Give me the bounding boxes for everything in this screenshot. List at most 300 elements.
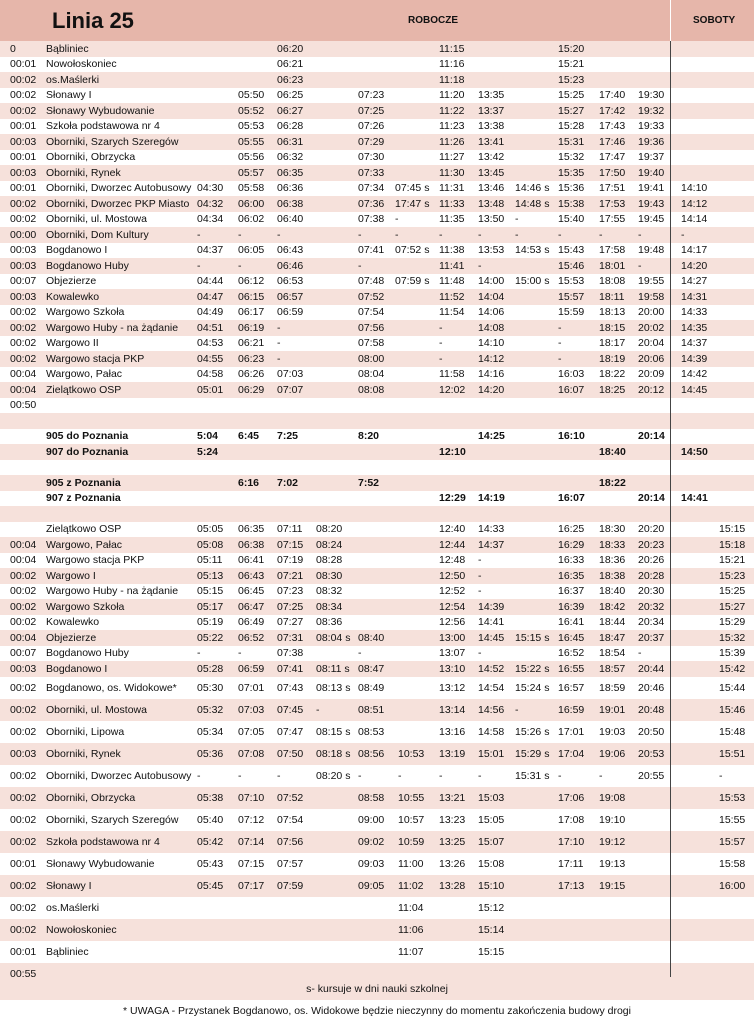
departure-time-cell: 07:07 [277, 383, 304, 396]
departure-time-cell: 06:59 [277, 306, 304, 319]
departure-time-cell: 07:36 [358, 197, 385, 210]
departure-time-cell: - [277, 228, 281, 241]
travel-time-cell: 00:03 [10, 259, 37, 272]
departure-time-cell: 15:44 [719, 681, 746, 694]
departure-time-cell: 07:17 [238, 879, 265, 892]
stop-name-cell: Słonawy I [46, 89, 92, 102]
travel-time-cell: 00:02 [10, 725, 37, 738]
stop-name-cell: Szkoła podstawowa nr 4 [46, 120, 160, 133]
departure-time-cell: - [439, 228, 443, 241]
departure-time-cell: 06:46 [277, 259, 304, 272]
departure-time-cell: 15:27 [719, 600, 746, 613]
stop-name-cell: Wargowo I [46, 569, 96, 582]
departure-time-cell: 15:01 [478, 747, 505, 760]
departure-time-cell: 15:15 s [515, 631, 550, 644]
travel-time-cell: 00:01 [10, 857, 37, 870]
departure-time-cell: 14:58 [478, 725, 505, 738]
departure-time-cell: 07:21 [277, 569, 304, 582]
travel-time-cell: 00:03 [10, 747, 37, 760]
departure-time-cell: 09:02 [358, 835, 385, 848]
departure-time-cell: 15:05 [478, 813, 505, 826]
departure-time-cell: 14:12 [681, 197, 708, 210]
stop-name-cell: Nowołoskoniec [46, 58, 117, 71]
departure-time-cell: 12:48 [439, 554, 466, 567]
departure-time-cell: 07:01 [238, 681, 265, 694]
table-row [0, 875, 754, 897]
departure-time-cell: 07:58 [358, 337, 385, 350]
departure-time-cell: 15:51 [719, 747, 746, 760]
departure-time-cell: 06:21 [277, 58, 304, 71]
table-row [0, 382, 754, 398]
departure-time-cell: 11:18 [439, 73, 465, 86]
departure-time-cell: 14:41 [478, 616, 505, 629]
stop-name-cell: Kowalewko [46, 290, 100, 303]
departure-time-cell: 14:04 [478, 290, 505, 303]
table-row [0, 941, 754, 963]
departure-time-cell: 15:21 [558, 58, 585, 71]
departure-time-cell: 07:45 [277, 703, 304, 716]
departure-time-cell: 07:27 [277, 616, 304, 629]
stop-name-cell: Słonawy I [46, 879, 92, 892]
departure-time-cell: 06:29 [238, 383, 265, 396]
departure-time-cell: - [277, 769, 281, 782]
travel-time-cell: 00:01 [10, 120, 37, 133]
travel-time-cell: 00:02 [10, 813, 37, 826]
stop-name-cell: Bogdanowo, os. Widokowe* [46, 681, 177, 694]
departure-time-cell: 17:10 [558, 835, 585, 848]
departure-time-cell: 14:42 [681, 368, 708, 381]
travel-time-cell: 00:03 [10, 662, 37, 675]
departure-time-cell: 05:50 [238, 89, 265, 102]
departure-time-cell: 15:42 [719, 662, 746, 675]
departure-time-cell: 14:46 s [515, 182, 550, 195]
stop-name-cell: Oborniki, Lipowa [46, 725, 125, 738]
stop-name-cell: Wargowo, Pałac [46, 538, 123, 551]
departure-time-cell: 05:28 [197, 662, 224, 675]
departure-time-cell: 07:41 [277, 662, 304, 675]
departure-time-cell: 06:45 [238, 585, 265, 598]
travel-time-cell: 0 [10, 42, 16, 55]
departure-time-cell: 07:59 [277, 879, 304, 892]
departure-time-cell: 08:32 [316, 585, 343, 598]
departure-time-cell: 05:11 [197, 554, 223, 567]
departure-time-cell: 07:29 [358, 135, 385, 148]
departure-time-cell: 08:11 s [316, 662, 350, 675]
departure-time-cell: 15:26 s [515, 725, 550, 738]
departure-time-cell: 17:50 [599, 166, 626, 179]
departure-time-cell: 18:33 [599, 538, 626, 551]
travel-time-cell: 00:02 [10, 337, 37, 350]
travel-time-cell: 00:04 [10, 383, 37, 396]
departure-time-cell: 06:36 [277, 182, 304, 195]
stop-name-cell: Oborniki, Dworzec PKP Miasto [46, 197, 190, 210]
departure-time-cell: 14:12 [478, 352, 505, 365]
departure-time-cell: 19:48 [638, 244, 665, 257]
departure-time-cell: - [558, 321, 562, 334]
departure-time-cell: 13:16 [439, 725, 466, 738]
timetable-header [0, 0, 754, 41]
departure-time-cell: - [515, 703, 519, 716]
departure-time-cell: 16:52 [558, 647, 585, 660]
departure-time-cell: 12:10 [439, 445, 466, 458]
stop-name-cell: Objezierze [46, 275, 97, 288]
travel-time-cell: 00:03 [10, 290, 37, 303]
travel-time-cell: 00:07 [10, 647, 37, 660]
departure-time-cell: 06:47 [238, 600, 265, 613]
travel-time-cell: 00:02 [10, 73, 37, 86]
departure-time-cell: 13:50 [478, 213, 505, 226]
travel-time-cell: 00:03 [10, 244, 37, 257]
departure-time-cell: 18:40 [599, 585, 626, 598]
departure-time-cell: 04:37 [197, 244, 224, 257]
departure-time-cell: 15:10 [478, 879, 505, 892]
departure-time-cell: - [439, 352, 443, 365]
departure-time-cell: 18:17 [599, 337, 626, 350]
departure-time-cell: 20:34 [638, 616, 665, 629]
departure-time-cell: - [638, 259, 642, 272]
table-row [0, 630, 754, 646]
departure-time-cell: 13:35 [478, 89, 505, 102]
stop-name-cell: Bogdanowo I [46, 244, 108, 257]
departure-time-cell: 06:35 [277, 166, 304, 179]
departure-time-cell: 14:45 [681, 383, 708, 396]
table-row [0, 150, 754, 166]
departure-time-cell: 18:08 [599, 275, 626, 288]
departure-time-cell: 15:25 [558, 89, 585, 102]
departure-time-cell: 08:30 [316, 569, 343, 582]
departure-time-cell: 06:35 [238, 523, 265, 536]
departure-time-cell: 08:24 [316, 538, 343, 551]
departure-time-cell: 18:13 [599, 306, 626, 319]
departure-time-cell: 05:01 [197, 383, 224, 396]
departure-time-cell: 15:28 [558, 120, 585, 133]
departure-time-cell: 6:16 [238, 476, 260, 489]
travel-time-cell: 00:02 [10, 616, 37, 629]
departure-time-cell: 20:02 [638, 321, 665, 334]
travel-time-cell: 00:50 [10, 399, 37, 412]
stop-name-cell: 907 z Poznania [46, 492, 121, 505]
departure-time-cell: 13:23 [439, 813, 466, 826]
departure-time-cell: 11:04 [398, 901, 424, 914]
departure-time-cell: 14:33 [681, 306, 708, 319]
departure-time-cell: 06:23 [277, 73, 304, 86]
travel-time-cell: 00:02 [10, 197, 37, 210]
stop-name-cell: Słonawy Wybudowanie [46, 857, 155, 870]
departure-time-cell: 15:32 [719, 631, 746, 644]
departure-time-cell: 08:47 [358, 662, 385, 675]
travel-time-cell: 00:03 [10, 166, 37, 179]
departure-time-cell: 09:00 [358, 813, 385, 826]
departure-time-cell: 07:52 [277, 791, 304, 804]
departure-time-cell: 07:08 [238, 747, 265, 760]
table-row [0, 289, 754, 305]
departure-time-cell: 15:08 [478, 857, 505, 870]
departure-time-cell: 17:47 [599, 151, 626, 164]
departure-time-cell: 20:23 [638, 538, 665, 551]
departure-time-cell: 07:14 [238, 835, 265, 848]
departure-time-cell: - [358, 647, 362, 660]
table-row [0, 699, 754, 721]
departure-time-cell: 06:28 [277, 120, 304, 133]
departure-time-cell: 06:02 [238, 213, 265, 226]
table-row [0, 831, 754, 853]
departure-time-cell: 04:34 [197, 213, 224, 226]
travel-time-cell: 00:04 [10, 631, 37, 644]
weekday-header: ROBOCZE [408, 15, 458, 26]
departure-time-cell: 7:02 [277, 476, 299, 489]
departure-time-cell: 14:41 [681, 492, 708, 505]
departure-time-cell: 04:44 [197, 275, 224, 288]
departure-time-cell: 15:39 [719, 647, 746, 660]
departure-time-cell: - [277, 337, 281, 350]
departure-time-cell: 19:45 [638, 213, 665, 226]
departure-time-cell: 08:58 [358, 791, 385, 804]
departure-time-cell: 15:32 [558, 151, 585, 164]
departure-time-cell: 15:58 [719, 857, 746, 870]
stop-name-cell: Bogdanowo I [46, 662, 108, 675]
departure-time-cell: 07:56 [358, 321, 385, 334]
departure-time-cell: 16:35 [558, 569, 585, 582]
departure-time-cell: 13:14 [439, 703, 466, 716]
departure-time-cell: 13:10 [439, 662, 466, 675]
travel-time-cell: 00:00 [10, 228, 37, 241]
stop-name-cell: Wargowo Szkoła [46, 306, 125, 319]
departure-time-cell: 06:59 [238, 662, 265, 675]
departure-time-cell: 13:38 [478, 120, 505, 133]
departure-time-cell: 19:40 [638, 166, 665, 179]
departure-time-cell: 14:56 [478, 703, 505, 716]
table-row [0, 553, 754, 569]
departure-time-cell: 06:32 [277, 151, 304, 164]
departure-time-cell: 18:25 [599, 383, 626, 396]
departure-time-cell: 19:36 [638, 135, 665, 148]
stop-name-cell: Bąbliniec [46, 945, 89, 958]
departure-time-cell: 08:28 [316, 554, 343, 567]
departure-time-cell: 06:40 [277, 213, 304, 226]
departure-time-cell: 05:15 [197, 585, 224, 598]
departure-time-cell: 07:30 [358, 151, 385, 164]
departure-time-cell: 11:30 [439, 166, 465, 179]
departure-time-cell: 15:29 s [515, 747, 550, 760]
departure-time-cell: 11:48 [439, 275, 465, 288]
table-row [0, 165, 754, 181]
departure-time-cell: 08:20 s [316, 769, 351, 782]
table-row [0, 398, 754, 414]
departure-time-cell: - [719, 769, 723, 782]
departure-time-cell: 15:40 [558, 213, 585, 226]
departure-time-cell: 12:54 [439, 600, 466, 613]
departure-time-cell: 15:23 [719, 569, 746, 582]
departure-time-cell: 15:55 [719, 813, 746, 826]
departure-time-cell: 05:34 [197, 725, 224, 738]
departure-time-cell: 18:47 [599, 631, 626, 644]
departure-time-cell: - [558, 337, 562, 350]
departure-time-cell: 07:50 [277, 747, 304, 760]
departure-time-cell: 16:07 [558, 383, 585, 396]
departure-time-cell: 04:49 [197, 306, 224, 319]
travel-time-cell: 00:02 [10, 585, 37, 598]
departure-time-cell: 15:22 s [515, 662, 550, 675]
departure-time-cell: 15:53 [719, 791, 746, 804]
departure-time-cell: 15:24 s [515, 681, 550, 694]
departure-time-cell: 15:38 [558, 197, 585, 210]
departure-time-cell: 11:23 [439, 120, 465, 133]
travel-time-cell: 00:02 [10, 213, 37, 226]
table-row [0, 274, 754, 290]
travel-time-cell: 00:04 [10, 554, 37, 567]
departure-time-cell: 18:11 [599, 290, 625, 303]
departure-time-cell: 14:27 [681, 275, 708, 288]
departure-time-cell: 08:04 s [316, 631, 351, 644]
departure-time-cell: 17:43 [599, 120, 626, 133]
departure-time-cell: 11:41 [439, 259, 465, 272]
departure-time-cell: 13:37 [478, 104, 505, 117]
departure-time-cell: 19:01 [599, 703, 626, 716]
departure-time-cell: 14:39 [478, 600, 505, 613]
departure-time-cell: - [358, 228, 362, 241]
travel-time-cell: 00:02 [10, 104, 37, 117]
departure-time-cell: 19:33 [638, 120, 665, 133]
departure-time-cell: 08:04 [358, 368, 385, 381]
departure-time-cell: 5:04 [197, 430, 219, 443]
departure-time-cell: 08:13 s [316, 681, 351, 694]
departure-time-cell: 07:48 [358, 275, 385, 288]
stop-name-cell: Wargowo stacja PKP [46, 554, 145, 567]
departure-time-cell: 11:02 [398, 879, 424, 892]
departure-time-cell: 08:40 [358, 631, 385, 644]
departure-time-cell: 14:52 [478, 662, 505, 675]
departure-time-cell: 16:25 [558, 523, 585, 536]
departure-time-cell: - [558, 228, 562, 241]
departure-time-cell: 07:57 [277, 857, 304, 870]
departure-time-cell: 16:07 [558, 492, 585, 505]
departure-time-cell: 14:00 [478, 275, 505, 288]
departure-time-cell: 06:15 [238, 290, 265, 303]
departure-time-cell: 13:26 [439, 857, 466, 870]
departure-time-cell: 05:32 [197, 703, 224, 716]
stop-name-cell: 905 z Poznania [46, 476, 121, 489]
departure-time-cell: 16:03 [558, 368, 585, 381]
departure-time-cell: 17:08 [558, 813, 585, 826]
departure-time-cell: 06:21 [238, 337, 265, 350]
departure-time-cell: 15:31 [558, 135, 585, 148]
departure-time-cell: 15:07 [478, 835, 505, 848]
departure-time-cell: 19:10 [599, 813, 626, 826]
departure-time-cell: 12:40 [439, 523, 466, 536]
stop-name-cell: Oborniki, Szarych Szeregów [46, 135, 179, 148]
departure-time-cell: 16:55 [558, 662, 585, 675]
departure-time-cell: 04:51 [197, 321, 224, 334]
departure-time-cell: 15:00 s [515, 275, 550, 288]
departure-time-cell: - [599, 228, 603, 241]
stop-name-cell: Bogdanowo Huby [46, 259, 129, 272]
departure-time-cell: 07:38 [277, 647, 304, 660]
departure-time-cell: 14:50 [681, 445, 708, 458]
departure-time-cell: - [197, 259, 201, 272]
departure-time-cell: 08:15 s [316, 725, 351, 738]
departure-time-cell: 17:01 [558, 725, 585, 738]
table-row [0, 809, 754, 831]
departure-time-cell: 16:00 [719, 879, 746, 892]
stop-name-cell: Zielątkowo OSP [46, 383, 122, 396]
departure-time-cell: 20:55 [638, 769, 665, 782]
departure-time-cell: 18:57 [599, 662, 626, 675]
table-row [0, 305, 754, 321]
departure-time-cell: 06:31 [277, 135, 304, 148]
table-row [0, 765, 754, 787]
departure-time-cell: 08:36 [316, 616, 343, 629]
stop-name-cell: Szkoła podstawowa nr 4 [46, 835, 160, 848]
table-row [0, 584, 754, 600]
table-row [0, 646, 754, 662]
departure-time-cell: 20:04 [638, 337, 665, 350]
departure-time-cell: 15:27 [558, 104, 585, 117]
departure-time-cell: 12:44 [439, 538, 466, 551]
departure-time-cell: 20:44 [638, 662, 665, 675]
departure-time-cell: 07:59 s [395, 275, 430, 288]
departure-time-cell: 20:53 [638, 747, 665, 760]
departure-time-cell: 07:03 [277, 368, 304, 381]
departure-time-cell: 19:15 [599, 879, 626, 892]
departure-time-cell: 07:33 [358, 166, 385, 179]
departure-time-cell: - [238, 647, 242, 660]
travel-time-cell: 00:55 [10, 967, 37, 980]
departure-time-cell: 05:30 [197, 681, 224, 694]
departure-time-cell: 14:06 [478, 306, 505, 319]
departure-time-cell: - [439, 337, 443, 350]
departure-time-cell: 18:22 [599, 368, 626, 381]
departure-time-cell: - [515, 213, 519, 226]
departure-time-cell: 07:41 [358, 244, 385, 257]
travel-time-cell: 00:02 [10, 879, 37, 892]
stop-name-cell: Oborniki, Rynek [46, 166, 121, 179]
stop-name-cell: Oborniki, ul. Mostowa [46, 213, 147, 226]
departure-time-cell: 15:14 [478, 923, 505, 936]
departure-time-cell: 11:52 [439, 290, 465, 303]
stop-name-cell: Oborniki, Obrzycka [46, 151, 136, 164]
stop-name-cell: Wargowo Huby - na żądanie [46, 585, 179, 598]
table-row [0, 491, 754, 507]
stop-name-cell: Wargowo, Pałac [46, 368, 123, 381]
travel-time-cell: 00:01 [10, 945, 37, 958]
departure-time-cell: 13:53 [478, 244, 505, 257]
departure-time-cell: 13:19 [439, 747, 466, 760]
departure-time-cell: 17:11 [558, 857, 584, 870]
departure-time-cell: 07:19 [277, 554, 304, 567]
departure-time-cell: 17:51 [599, 182, 626, 195]
departure-time-cell: 06:38 [238, 538, 265, 551]
departure-time-cell: 04:47 [197, 290, 224, 303]
departure-time-cell: 20:46 [638, 681, 665, 694]
table-row [0, 677, 754, 699]
departure-time-cell: 04:53 [197, 337, 224, 350]
stop-name-cell: Oborniki, Dworzec Autobusowy [46, 182, 192, 195]
departure-time-cell: 07:47 [277, 725, 304, 738]
departure-time-cell: 05:53 [238, 120, 265, 133]
departure-time-cell: 07:52 s [395, 244, 430, 257]
departure-time-cell: 14:48 s [515, 197, 550, 210]
departure-time-cell: 7:52 [358, 476, 380, 489]
departure-time-cell: 06:23 [238, 352, 265, 365]
departure-time-cell: - [197, 228, 201, 241]
departure-time-cell: 06:25 [277, 89, 304, 102]
departure-time-cell: 13:25 [439, 835, 466, 848]
travel-time-cell: 00:02 [10, 681, 37, 694]
departure-time-cell: 14:25 [478, 430, 505, 443]
departure-time-cell: 15:03 [478, 791, 505, 804]
departure-time-cell: - [478, 647, 482, 660]
departure-time-cell: 19:58 [638, 290, 665, 303]
